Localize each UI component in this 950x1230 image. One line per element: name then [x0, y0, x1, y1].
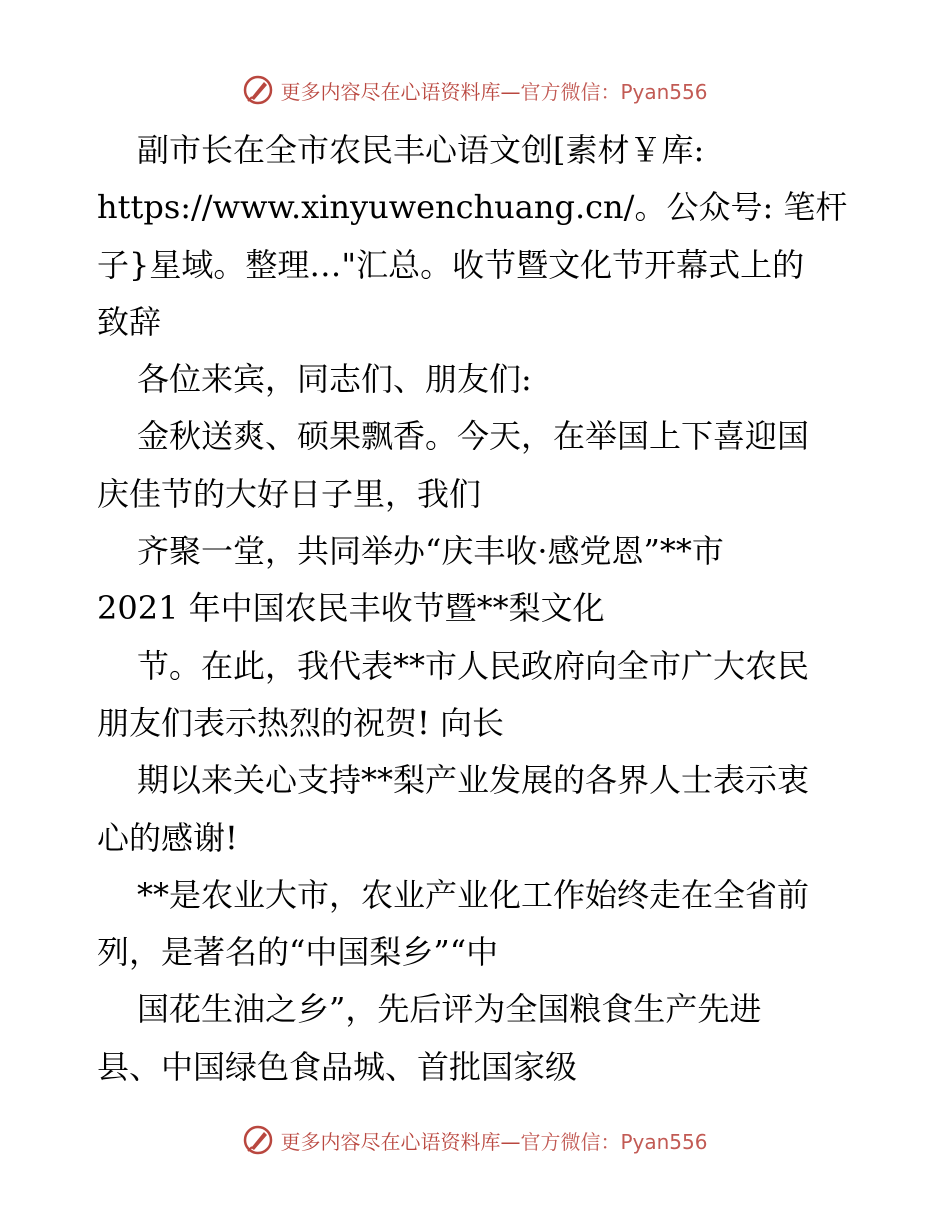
document-line: 副市长在全市农民丰心语文创[素材￥库:	[137, 131, 705, 169]
document-line: 2021 年中国农民丰收节暨**梨文化	[97, 589, 605, 628]
document-line: 金秋送爽、硕果飘香。今天，在举国上下喜迎国	[137, 417, 810, 456]
document-line: https://www.xinyuwenchuang.cn/。公众号: 笔杆	[97, 188, 848, 227]
document-line: **是农业大市，农业产业化工作始终走在全省前	[137, 875, 810, 914]
header-banner-separator: —	[500, 79, 521, 104]
footer-banner-title: 更多内容尽在心语资料库	[280, 1129, 501, 1154]
footer-banner-separator: —	[500, 1129, 521, 1154]
document-line: 列，是著名的“中国梨乡”“中	[97, 933, 499, 972]
footer-banner	[0, 1122, 950, 1158]
document-line: 齐聚一堂，共同举办“庆丰收·感党恩”**市	[137, 532, 724, 571]
document-line: 县、中国绿色食品城、首批国家级	[97, 1047, 578, 1086]
document-line: 节。在此，我代表**市人民政府向全市广大农民	[137, 646, 810, 685]
document-line: 致辞	[97, 302, 162, 341]
document-line: 庆佳节的大好日子里，我们	[97, 474, 482, 513]
document-line: 朋友们表示热烈的祝贺! 向长	[97, 703, 505, 742]
footer-banner-text	[280, 1126, 707, 1155]
document-line: 各位来宾，同志们、朋友们:	[137, 360, 532, 399]
document-line: 子}星域。整理…"汇总。收节暨文化节开幕式上的	[97, 245, 805, 284]
document-line: 国花生油之乡”，先后评为全国粮食生产先进	[137, 990, 762, 1029]
document-line: 期以来关心支持**梨产业发展的各界人士表示衷	[137, 761, 810, 800]
header-banner-text	[280, 76, 707, 105]
header-banner-wechat: 官方微信：Pyan556	[520, 79, 708, 104]
quill-pen-logo-icon	[242, 74, 274, 106]
document-body	[97, 122, 857, 1096]
footer-banner-wechat: 官方微信：Pyan556	[520, 1129, 708, 1154]
quill-pen-logo-icon	[242, 1124, 274, 1156]
document-line: 心的感谢!	[97, 818, 238, 857]
header-banner-title: 更多内容尽在心语资料库	[280, 79, 501, 104]
header-banner	[0, 72, 950, 108]
